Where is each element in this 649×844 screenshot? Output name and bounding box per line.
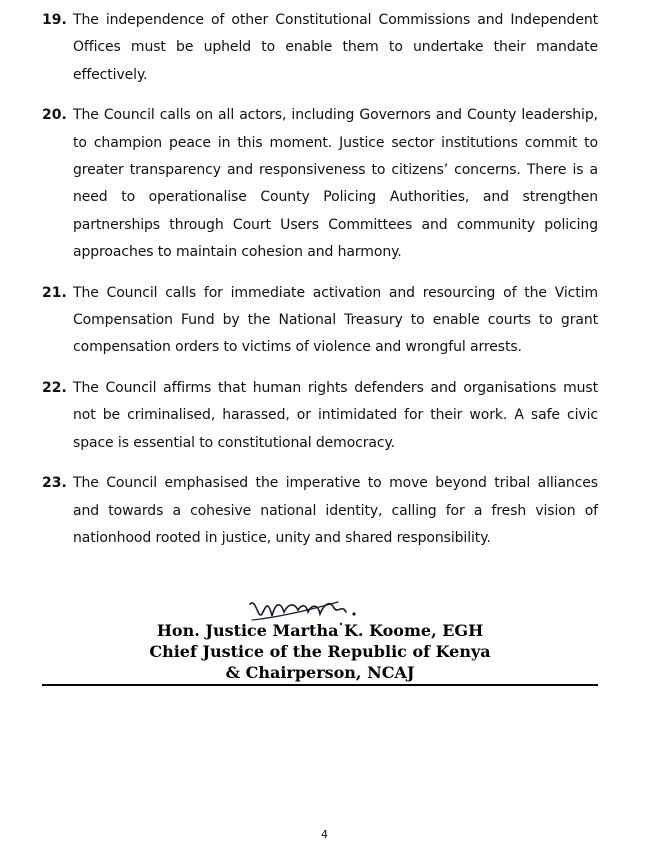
item-number: 23.: [42, 475, 67, 492]
item-text: The independence of other Constitutional Commissions and Independent Offices must be upheld to enable them to undertake their mandate effectively.: [73, 12, 598, 83]
item-number: 19.: [42, 12, 67, 28]
resolutions-list: [42, 7, 598, 565]
item-text: The Council calls on all actors, including Governors and County leadership, to champion peace in this moment. Justice sector institutions commit to greater transparency and responsiveness to citizens’ concerns. There is a need to operationalise County Policing Authorities, and strengthen partnerships through Court Users Committees and community policing approaches to maintain cohesion and harmony.: [73, 107, 598, 261]
item-text: The Council affirms that human rights defenders and organisations must not be criminalised, harassed, or intimidated for their work. A safe civic space is essential to constitutional democracy.: [73, 379, 598, 451]
resolution-item: [42, 7, 598, 89]
resolution-item: [42, 280, 598, 362]
signatory-role: & Chairperson, NCAJ: [225, 663, 415, 682]
item-text: The Council emphasised the imperative to move beyond tribal alliances and towards a cohesive national identity, calling for a fresh vision of nationhood rooted in justice, unity and shared responsibility.: [73, 475, 598, 546]
signatory-title: Chief Justice of the Republic of Kenya: [149, 642, 491, 661]
signatory-name: Hon. Justice Martha K. Koome, EGH: [156, 621, 484, 640]
page-number: 4: [321, 828, 328, 841]
item-number: 20.: [42, 107, 67, 124]
resolution-item: [42, 102, 598, 266]
item-number: 21.: [42, 284, 67, 301]
item-text: The Council calls for immediate activation and resourcing of the Victim Compensation Fund by the National Treasury to enable courts to grant compensation orders to victims of violence and wrongful arrests.: [73, 284, 598, 356]
item-number: 22.: [42, 379, 67, 396]
signatory-details: [42, 620, 598, 683]
signature-rule: [42, 684, 598, 686]
resolution-item: [42, 470, 598, 552]
resolution-item: [42, 375, 598, 457]
